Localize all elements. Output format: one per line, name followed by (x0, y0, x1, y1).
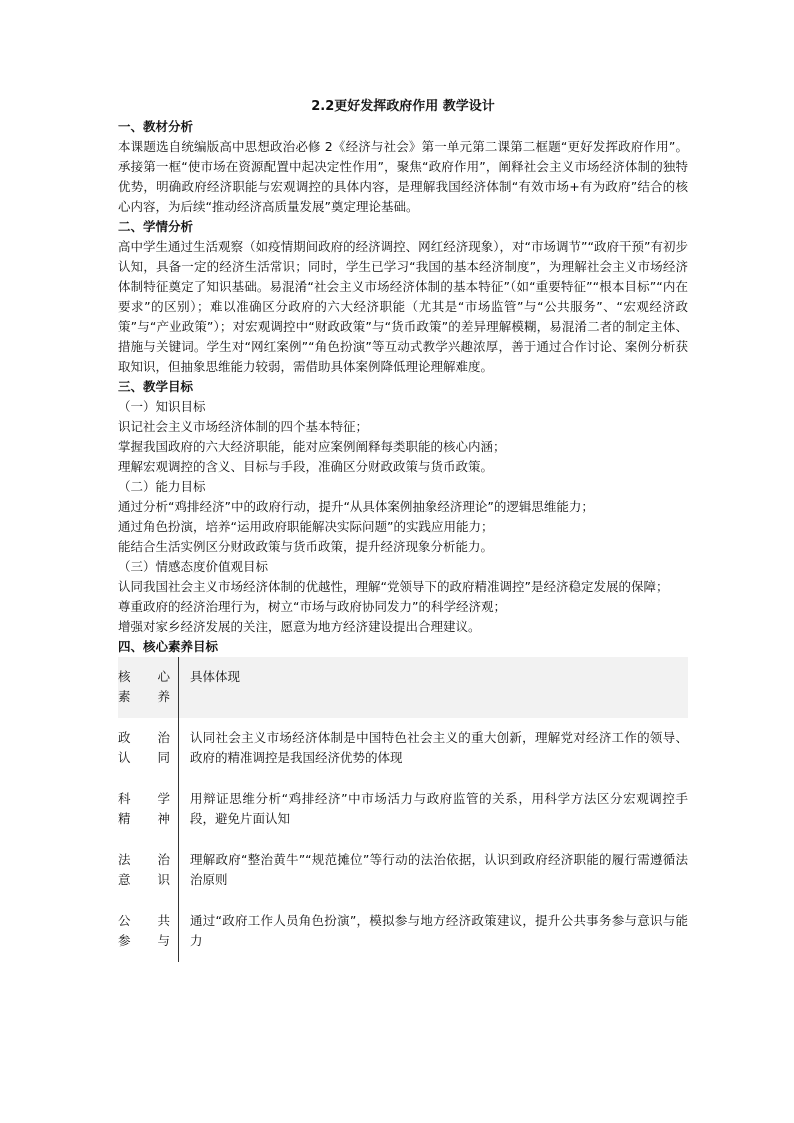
literacy-name: 参与 (118, 933, 170, 948)
literacy-name: 精神 (118, 811, 170, 826)
ability-goal-line: 通过角色扮演，培养“运用政府职能解决实际问题”的实践应用能力； (118, 519, 494, 534)
textbook-analysis-paragraph: 本课题选自统编版高中思想政治必修 2《经济与社会》第一单元第二课第二框题“更好发挥政府作用”。承接第一框“使市场在资源配置中起决定性作用”，聚焦“政府作用”，阐释社会主义市场经济体制的独特优势，明确政府经济职能与宏观调控的具体内容，是理解我国经济体制“有效市场+有为政府”结合的核心内容，为后续“推动经济高质量发展”奠定理论基础。 (118, 139, 688, 214)
section-heading-core-literacy: 四、核心素养目标 (118, 639, 219, 654)
core-literacy-table (118, 657, 688, 962)
table-header-cell: 具体体现 (179, 657, 689, 718)
value-goal-line: 增强对家乡经济发展的关注，愿意为地方经济建设提出合理建议。 (118, 619, 481, 634)
literacy-name: 公 共 (118, 913, 170, 928)
subheading-ability-goals: （二）能力目标 (118, 479, 206, 494)
ability-goal-line: 通过分析“鸡排经济”中的政府行动，提升“从具体案例抽象经济理论”的逻辑思维能力； (118, 499, 594, 514)
literacy-description-cell: 用辩证思维分析“鸡排经济”中市场活力与政府监管的关系，用科学方法区分宏观调控手段，避免片面认知 (190, 791, 688, 826)
table-row (118, 779, 688, 840)
literacy-description-cell: 认同社会主义市场经济体制是中国特色社会主义的重大创新，理解党对经济工作的领导、政府的精准调控是我国经济优势的体现 (190, 730, 688, 765)
knowledge-goal-line: 识记社会主义市场经济体制的四个基本特征； (118, 419, 369, 434)
student-analysis-paragraph: 高中学生通过生活观察（如疫情期间政府的经济调控、网红经济现象），对“市场调节”“政府干预”有初步认知，具备一定的经济生活常识；同时，学生已学习“我国的基本经济制度”，为理解社会主义市场经济体制特征奠定了知识基础。易混淆“社会主义市场经济体制的基本特征”（如“重要特征”“根本目标”“内在要求”的区别）；难以准确区分政府的六大经济职能（尤其是“市场监管”与“公共服务”、“宏观经济政策”与“产业政策”）；对宏观调控中“财政政策”与“货币政策”的差异理解模糊，易混淆二者的制定主体、措施与关键词。学生对“网红案例”“角色扮演”等互动式教学兴趣浓厚，善于通过合作讨论、案例分析获取知识，但抽象思维能力较弱，需借助具体案例降低理论理解难度。 (118, 239, 688, 374)
table-header-cell (118, 657, 179, 718)
table-header-label: 素养 (118, 689, 170, 704)
literacy-description-cell: 通过“政府工作人员角色扮演”，模拟参与地方经济政策建议，提升公共事务参与意识与能力 (190, 913, 688, 948)
literacy-name: 政 治 (118, 730, 170, 745)
document-title: 2.2更好发挥政府作用 教学设计 (311, 99, 495, 114)
literacy-name-cell (118, 901, 179, 962)
table-row (118, 718, 688, 779)
section-heading-teaching-goals: 三、教学目标 (118, 379, 194, 394)
section-heading-textbook-analysis: 一、教材分析 (118, 119, 194, 134)
knowledge-goal-line: 理解宏观调控的含义、目标与手段，准确区分财政政策与货币政策。 (118, 459, 494, 474)
section-heading-student-analysis: 二、学情分析 (118, 219, 194, 234)
literacy-name: 意识 (118, 872, 170, 887)
value-goal-line: 认同我国社会主义市场经济体制的优越性，理解“党领导下的政府精准调控”是经济稳定发展的保障； (118, 579, 669, 594)
literacy-name-cell (118, 840, 179, 901)
literacy-name: 认同 (118, 750, 170, 765)
subheading-knowledge-goals: （一）知识目标 (118, 399, 206, 414)
literacy-name: 法 治 (118, 852, 170, 867)
literacy-name: 科 学 (118, 791, 170, 806)
table-header-row (118, 657, 688, 718)
literacy-name-cell (118, 718, 179, 779)
literacy-name-cell (118, 779, 179, 840)
document-page (118, 97, 688, 962)
table-row (118, 901, 688, 962)
ability-goal-line: 能结合生活实例区分财政政策与货币政策，提升经济现象分析能力。 (118, 539, 494, 554)
subheading-value-goals: （三）情感态度价值观目标 (118, 559, 269, 574)
table-header-label: 核 心 (118, 669, 170, 684)
knowledge-goal-line: 掌握我国政府的六大经济职能，能对应案例阐释每类职能的核心内涵； (118, 439, 506, 454)
table-row (118, 840, 688, 901)
literacy-description-cell: 理解政府“整治黄牛”“规范摊位”等行动的法治依据，认识到政府经济职能的履行需遵循法治原则 (190, 852, 688, 887)
value-goal-line: 尊重政府的经济治理行为，树立“市场与政府协同发力”的科学经济观； (118, 599, 506, 614)
